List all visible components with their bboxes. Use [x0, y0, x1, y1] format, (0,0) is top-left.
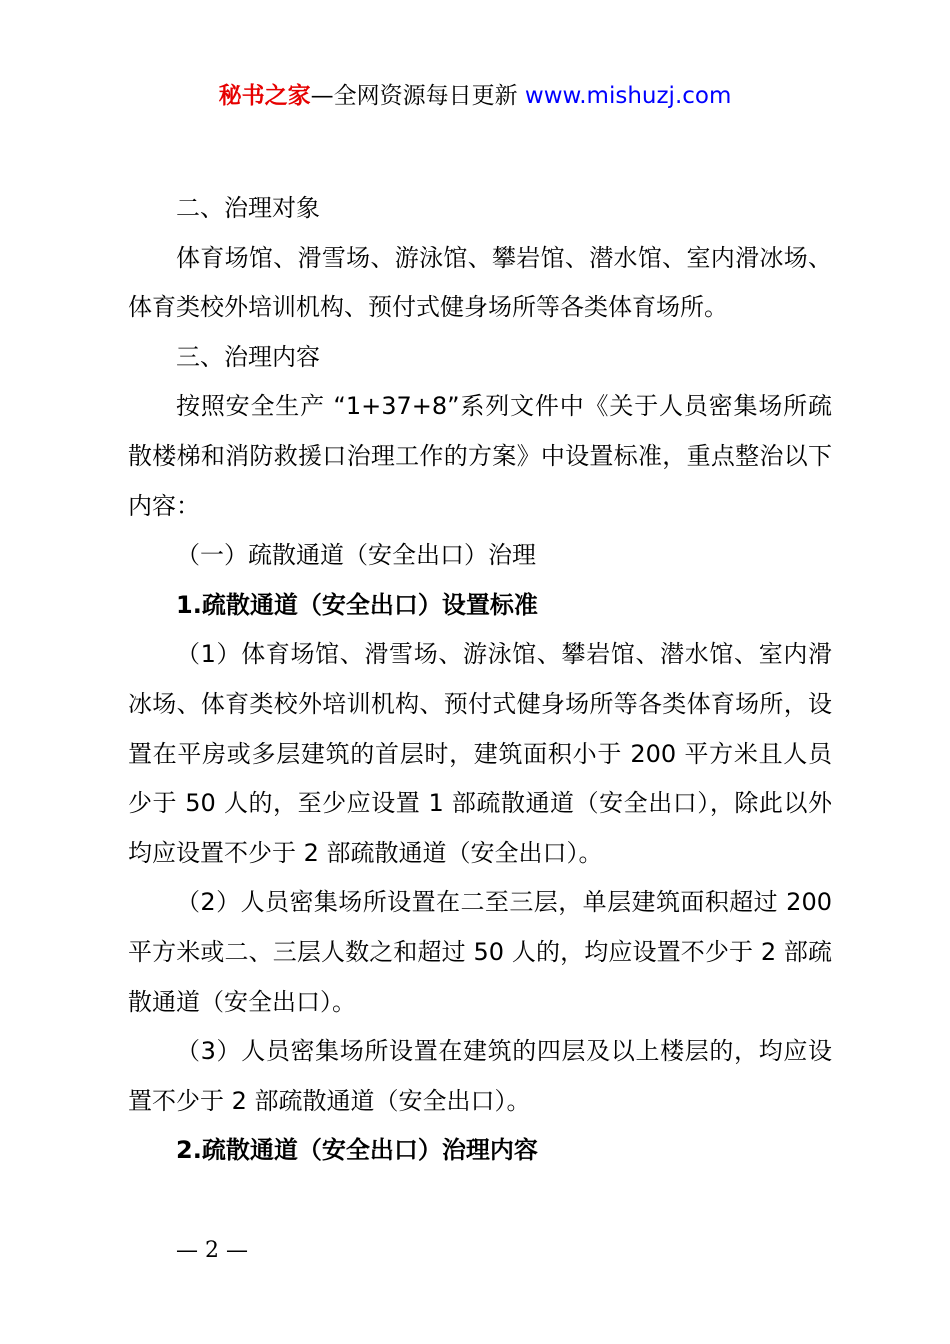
subsection-heading-evacuation: （一）疏散通道（安全出口）治理: [176, 541, 536, 570]
paragraph-basis: 按照安全生产 “1+37+8”系列文件中《关于人员密集场所疏散楼梯和消防救援口治理工作的方案》中设置标准，重点整治以下内容：: [128, 392, 832, 520]
paragraph-rule-3: （3）人员密集场所设置在建筑的四层及以上楼层的，均应设置不少于 2 部疏散通道（安全出口）。: [128, 1037, 832, 1115]
header-tagline: —全网资源每日更新: [310, 83, 518, 109]
paragraph-rule-2: （2）人员密集场所设置在二至三层，单层建筑面积超过 200 平方米或二、三层人数之和超过 50 人的，均应设置不少于 2 部疏散通道（安全出口）。: [128, 888, 832, 1016]
section-heading-objects: 二、治理对象: [176, 194, 320, 222]
item-heading-governance: 2.疏散通道（安全出口）治理内容: [176, 1136, 538, 1165]
paragraph-objects: 体育场馆、滑雪场、游泳馆、攀岩馆、潜水馆、室内滑冰场、体育类校外培训机构、预付式健身场所等各类体育场所。: [128, 243, 832, 322]
site-url-link[interactable]: www.mishuzj.com: [524, 83, 732, 109]
section-heading-content: 三、治理内容: [176, 342, 320, 371]
page-number: — 2 —: [176, 1238, 248, 1263]
brand-name: 秘书之家: [218, 83, 311, 109]
site-header: [0, 80, 950, 112]
document-body: [128, 184, 832, 1176]
paragraph-rule-1: （1）体育场馆、滑雪场、游泳馆、攀岩馆、潜水馆、室内滑冰场、体育类校外培训机构、预付式健身场所等各类体育场所，设置在平房或多层建筑的首层时，建筑面积小于 200 平方米且人员少于 50 人的，至少应设置 1 部疏散通道（安全出口），除此以外均应设置不少于 2 部疏散通道（安全出口）。: [128, 640, 832, 867]
item-heading-standards: 1.疏散通道（安全出口）设置标准: [176, 590, 538, 619]
